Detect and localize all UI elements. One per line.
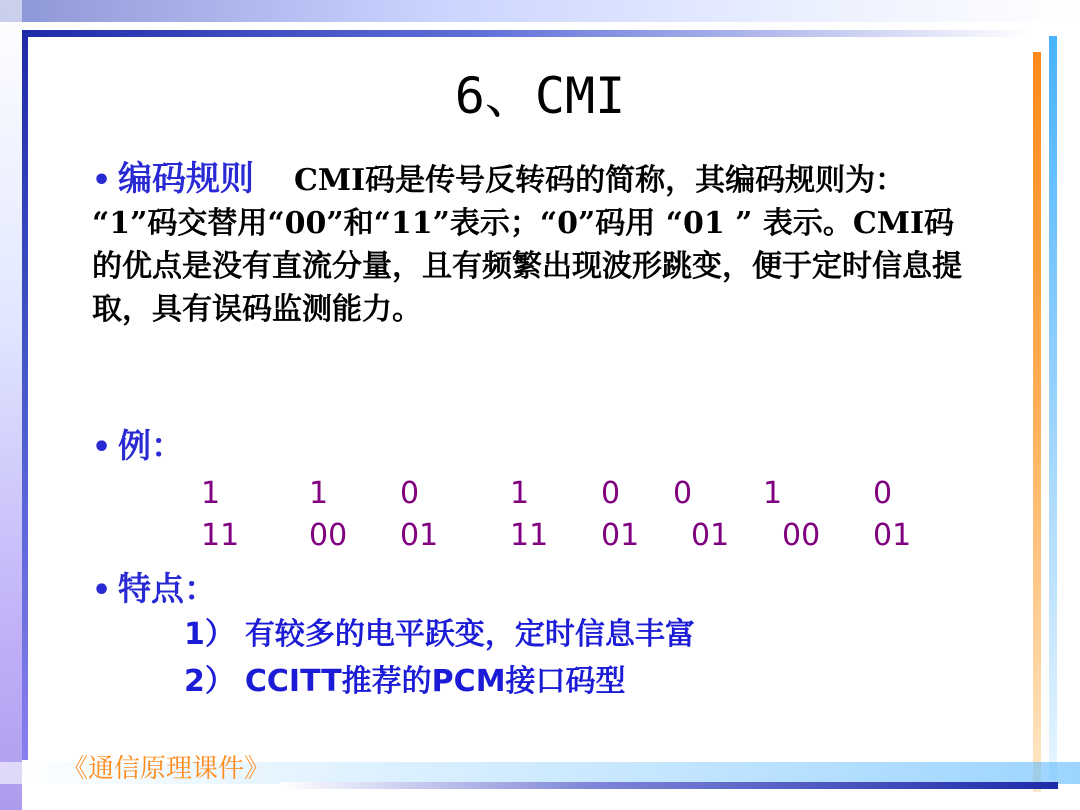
bullet-dot: • bbox=[92, 573, 112, 608]
input-bit: 0 bbox=[601, 476, 621, 511]
input-bit: 0 bbox=[400, 476, 420, 511]
input-bit: 0 bbox=[873, 476, 893, 511]
rule-text: CMI码是传号反转码的简称，其编码规则为： “1”码交替用“00”和“11”表示；“0”码用 “01 ” 表示。CMI码的优点是没有直流分量，且有频繁出现波形跳变，便于定时信息提取，具有误码监测能力。 bbox=[92, 163, 962, 327]
rule-paragraph bbox=[92, 158, 972, 331]
right-decor-orange bbox=[1033, 52, 1041, 792]
feature-item bbox=[184, 609, 695, 653]
bullet-dot: • bbox=[92, 163, 112, 198]
right-decor-blue bbox=[1049, 36, 1057, 780]
cmi-code: 01 bbox=[873, 518, 912, 553]
cmi-code: 00 bbox=[782, 518, 821, 553]
top-decor-band bbox=[0, 0, 1080, 22]
feature-text: 有较多的电平跃变，定时信息丰富 bbox=[244, 617, 695, 652]
course-footer: 《通信原理课件》 bbox=[62, 754, 271, 784]
example-heading bbox=[92, 420, 184, 467]
cmi-code: 01 bbox=[400, 518, 439, 553]
example-heading-text: 例： bbox=[118, 426, 184, 465]
input-bit: 1 bbox=[309, 476, 329, 511]
cmi-code: 00 bbox=[309, 518, 348, 553]
features-heading-text: 特点： bbox=[118, 569, 217, 608]
cmi-code: 11 bbox=[201, 518, 240, 553]
top-decor-rule bbox=[24, 30, 1032, 37]
input-bit: 1 bbox=[201, 476, 221, 511]
cmi-code: 11 bbox=[510, 518, 549, 553]
feature-number: 1） bbox=[184, 617, 235, 652]
rule-heading: 编码规则 bbox=[118, 159, 254, 199]
cmi-code: 01 bbox=[601, 518, 640, 553]
feature-item bbox=[184, 656, 626, 700]
input-bit: 0 bbox=[673, 476, 693, 511]
bullet-dot: • bbox=[92, 430, 112, 465]
feature-text: CCITT推荐的PCM接口码型 bbox=[244, 664, 626, 699]
feature-number: 2） bbox=[184, 664, 235, 699]
input-bit: 1 bbox=[763, 476, 783, 511]
left-decor-rule bbox=[22, 30, 28, 760]
input-bit: 1 bbox=[510, 476, 530, 511]
cmi-code: 01 bbox=[691, 518, 730, 553]
slide-title: 6、CMI bbox=[454, 67, 626, 125]
features-heading bbox=[92, 563, 217, 610]
bottom-decor-rule bbox=[280, 782, 1058, 789]
